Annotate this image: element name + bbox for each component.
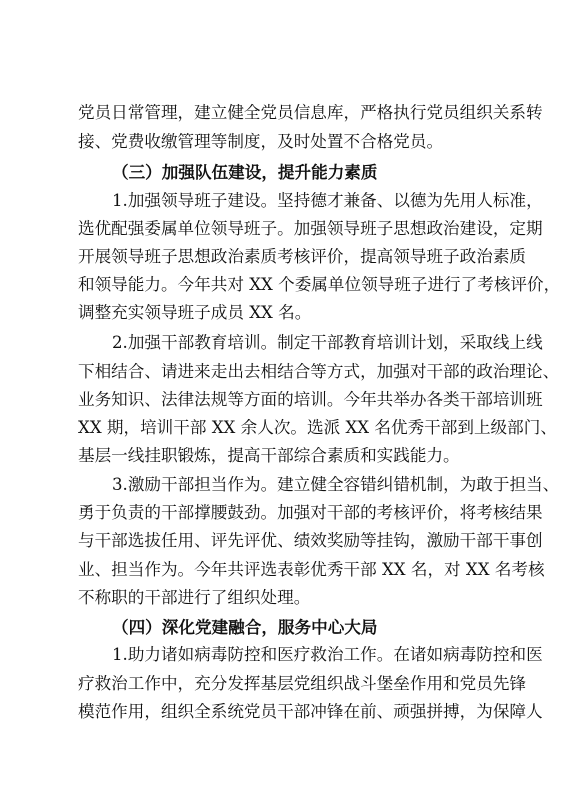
text-line-13: 基层一线挂职锻炼，提高干部综合素质和实践能力。 — [78, 446, 460, 465]
text-line-14: 3.激励干部担当作为。建立健全容错纠错机制，为敢于担当、 — [112, 475, 560, 494]
text-line-10: 下相结合、请进来走出去相结合等方式，加强对干部的政治理论、 — [78, 362, 560, 381]
section-heading-3: （三）加强队伍建设，提升能力素质 — [112, 162, 378, 182]
section-heading-4: （四）深化党建融合，服务中心大局 — [112, 617, 378, 637]
text-line-17: 业、担当作为。今年共评选表彰优秀干部 XX 名，对 XX 名考核 — [78, 560, 545, 579]
text-line-12: XX 期，培训干部 XX 余人次。选派 XX 名优秀干部到上级部门、 — [78, 418, 557, 437]
text-line-6: 开展领导班子思想政治素质考核评价，提高领导班子政治素质 — [78, 247, 527, 266]
text-line-21: 疗救治工作中，充分发挥基层党组织战斗堡垒作用和党员先锋 — [78, 674, 527, 693]
text-line-9: 2.加强干部教育培训。制定干部教育培训计划，采取线上线 — [112, 333, 543, 352]
text-line-7: 和领导能力。今年共对 XX 个委属单位领导班子进行了考核评价， — [78, 275, 561, 294]
text-line-16: 与干部选拔任用、评先评优、绩效奖励等挂钩，激励干部干事创 — [78, 531, 543, 550]
text-line-2: 接、党费收缴管理等制度，及时处置不合格党员。 — [78, 132, 444, 151]
text-line-11: 业务知识、法律法规等方面的培训。今年共举办各类干部培训班 — [78, 390, 543, 409]
text-line-20: 1.助力诸如病毒防控和医疗救治工作。在诸如病毒防控和医 — [112, 645, 543, 664]
text-line-1: 党员日常管理，建立健全党员信息库，严格执行党员组织关系转 — [78, 103, 543, 122]
text-line-4: 1.加强领导班子建设。坚持德才兼备、以德为先用人标准， — [112, 191, 543, 210]
text-line-8: 调整充实领导班子成员 XX 名。 — [78, 303, 312, 322]
text-line-22: 模范作用，组织全系统党员干部冲锋在前、顽强拼搏，为保障人 — [78, 702, 543, 721]
text-line-15: 勇于负责的干部撑腰鼓劲。加强对干部的考核评价，将考核结果 — [78, 503, 543, 522]
text-line-18: 不称职的干部进行了组织处理。 — [78, 588, 311, 607]
text-line-5: 选优配强委属单位领导班子。加强领导班子思想政治建设，定期 — [78, 219, 543, 238]
